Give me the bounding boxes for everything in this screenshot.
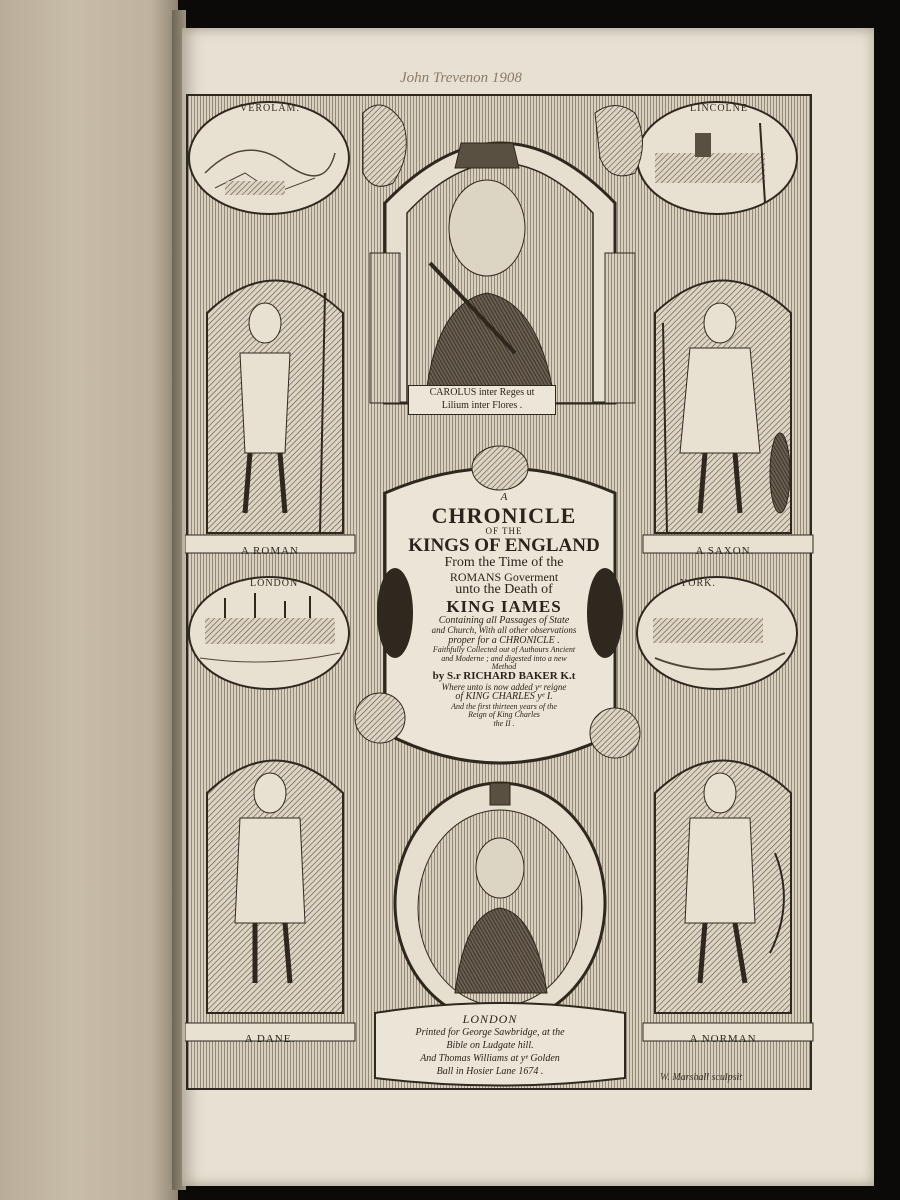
title-chronicle: CHRONICLE <box>431 502 577 528</box>
title-unto: unto the Death of <box>455 582 553 598</box>
london-label: LONDON <box>250 578 299 589</box>
title-from: From the Time of the <box>444 555 564 571</box>
imprint-bible: Bible on Ludgate hill. <box>446 1040 534 1051</box>
title-reign: Reign of King Charles <box>468 710 540 720</box>
imprint-ball: Ball in Hosier Lane 1674 . <box>436 1066 544 1077</box>
richard-baker-portrait <box>395 783 605 1023</box>
title-church: and Church, With all other observations <box>431 625 577 636</box>
title-author: by S.r RICHARD BAKER K.t <box>432 670 576 683</box>
verolam-medallion <box>189 102 349 214</box>
title-first: And the first thirteen years of the <box>451 701 557 711</box>
york-medallion <box>637 577 797 689</box>
lincoln-label: LINCOLNE <box>690 103 748 114</box>
title-text <box>386 492 622 782</box>
verolam-label: VEROLAM. <box>240 103 300 114</box>
title-charles: of KING CHARLES yᵉ I. <box>455 691 553 703</box>
title-king-iames: KING IAMES <box>446 596 562 616</box>
norman-caption: A NORMAN. <box>689 1033 761 1045</box>
dane-niche <box>207 761 343 1014</box>
title-kings: KINGS OF ENGLAND <box>408 535 600 557</box>
title-where: Where unto is now added yᵉ reigne <box>441 681 567 692</box>
imprint-and: And Thomas Williams at yᵉ Golden <box>420 1053 560 1064</box>
london-medallion <box>189 577 349 689</box>
saxon-caption: A SAXON. <box>695 545 755 557</box>
imprint <box>375 1013 605 1083</box>
king-charles-portrait <box>385 143 615 403</box>
dane-caption: A DANE. <box>244 1033 296 1045</box>
title-moderne: and Moderne ; and digested into a new <box>441 653 567 663</box>
title-a: A <box>500 491 508 503</box>
imprint-london: LONDON <box>462 1012 518 1026</box>
saxon-niche <box>655 281 791 534</box>
front-flyleaf <box>0 0 178 1200</box>
owner-signature: John Trevenon 1908 <box>400 70 522 86</box>
norman-niche <box>655 761 791 1014</box>
title-proper: proper for a CHRONICLE . <box>448 634 560 646</box>
title-faithfully: Faithfully Collected out of Authours Ancient <box>432 645 576 655</box>
york-label: YORK. <box>680 578 716 589</box>
title-romans: ROMANS Goverment <box>449 569 559 584</box>
motto-line-2: Lilium inter Flores . <box>441 400 523 411</box>
lincoln-medallion <box>637 102 797 214</box>
engraver-credit: W. Marshall sculpsit <box>660 1072 743 1083</box>
king-motto <box>408 385 556 415</box>
title-ii: the II . <box>493 718 515 728</box>
imprint-printed: Printed for George Sawbridge, at the <box>415 1027 565 1038</box>
title-containing: Containing all Passages of State <box>438 614 570 626</box>
roman-caption: A ROMAN <box>240 545 300 557</box>
title-of-the: OF THE <box>485 525 523 536</box>
roman-niche <box>207 281 343 534</box>
title-method: Method <box>491 662 517 672</box>
motto-line-1: CAROLUS inter Reges ut <box>429 387 535 398</box>
